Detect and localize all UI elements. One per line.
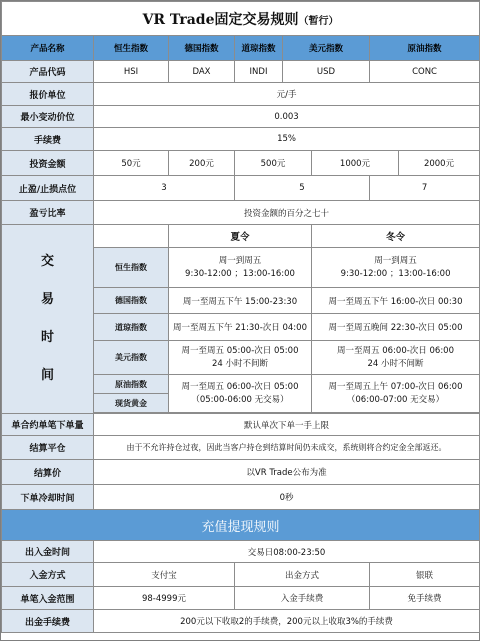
invest-label: 投资金额 [2, 151, 94, 176]
stop-value: 3 [94, 176, 235, 201]
single-limit-label: 单合约单笔下单量 [2, 414, 94, 436]
trading-product: 道琼指数 [94, 314, 169, 341]
deposit-fee-label: 入金手续费 [235, 587, 370, 610]
min-tick-value: 0.003 [94, 106, 480, 128]
product-dax: 德国指数 [169, 36, 235, 61]
trading-product: 德国指数 [94, 288, 169, 314]
pnl-label: 盈亏比率 [2, 201, 94, 225]
trading-product: 现货黄金 [94, 394, 169, 413]
product-usd: 美元指数 [283, 36, 370, 61]
cooldown-label: 下单冷却时间 [2, 485, 94, 510]
quote-unit-value: 元/手 [94, 83, 480, 106]
winter-hours: 周一至周五下午 16:00-次日 00:30 [312, 288, 480, 314]
withdraw-fee-value: 200元以下收取2的手续费，200元以上收取3%的手续费 [94, 610, 480, 633]
trading-product: 美元指数 [94, 341, 169, 375]
withdraw-method-label: 出金方式 [235, 563, 370, 587]
code-hsi: HSI [94, 61, 169, 83]
rules-table [1, 1, 480, 633]
trading-time-char: 时 [40, 330, 54, 345]
code-conc: CONC [370, 61, 480, 83]
winter-hours: 周一至周五 06:00-次日 06:00 24 小时不间断 [312, 341, 480, 375]
winter-hours: 周一到周五 9:30-12:00 ；13:00-16:00 [312, 248, 480, 288]
title-main: VR Trade固定交易规则 [142, 11, 299, 28]
deposit-range-value: 98-4999元 [94, 587, 235, 610]
quote-unit-label: 报价单位 [2, 83, 94, 106]
summer-hours: 周一至周五 06:00-次日 05:00 （05:00-06:00 无交易） [169, 375, 312, 413]
page-title [2, 2, 480, 36]
trading-time-char: 易 [40, 292, 54, 307]
summer-hours: 周一到周五 9:30-12:00 ；13:00-16:00 [169, 248, 312, 288]
product-code-label: 产品代码 [2, 61, 94, 83]
invest-amount: 50元 [94, 151, 169, 176]
product-name-label: 产品名称 [2, 36, 94, 61]
stop-label: 止盈/止损点位 [2, 176, 94, 201]
summer-hours: 周一至周五下午 21:30-次日 04:00 [169, 314, 312, 341]
winter-header: 冬令 [312, 225, 480, 248]
settle-price-value: 以VR Trade公布为准 [94, 460, 480, 485]
code-dax: DAX [169, 61, 235, 83]
invest-amount: 1000元 [312, 151, 399, 176]
deposit-method: 支付宝 [94, 563, 235, 587]
deposit-fee-value: 免手续费 [370, 587, 480, 610]
deposit-method-label: 入金方式 [2, 563, 94, 587]
code-indi: INDI [235, 61, 283, 83]
winter-hours: 周一至周五上午 07:00-次日 06:00 （06:00-07:00 无交易） [312, 375, 480, 413]
title-note: （暂行） [298, 15, 339, 27]
summer-header: 夏令 [169, 225, 312, 248]
invest-amount: 500元 [235, 151, 312, 176]
settle-price-label: 结算价 [2, 460, 94, 485]
single-limit-value: 默认单次下单一手上限 [94, 414, 480, 436]
cooldown-value: 0秒 [94, 485, 480, 510]
deposit-method: 银联 [370, 563, 480, 587]
product-hsi: 恒生指数 [94, 36, 169, 61]
fee-label: 手续费 [2, 128, 94, 151]
stop-value: 7 [370, 176, 480, 201]
section-title: 充值提现规则 [2, 510, 480, 541]
invest-amount: 200元 [169, 151, 235, 176]
stop-value: 5 [235, 176, 370, 201]
withdraw-fee-label: 出金手续费 [2, 610, 94, 633]
fee-value: 15% [94, 128, 480, 151]
settle-close-label: 结算平仓 [2, 436, 94, 460]
product-conc: 原油指数 [370, 36, 480, 61]
trading-time-label [2, 225, 94, 414]
invest-amount: 2000元 [399, 151, 480, 176]
deposit-range-label: 单笔入金范围 [2, 587, 94, 610]
season-corner [94, 225, 169, 248]
deposit-time-value: 交易日08:00-23:50 [94, 541, 480, 563]
min-tick-label: 最小变动价位 [2, 106, 94, 128]
deposit-time-label: 出入金时间 [2, 541, 94, 563]
summer-hours: 周一至周五 05:00-次日 05:00 24 小时不间断 [169, 341, 312, 375]
trading-time-char: 间 [40, 368, 54, 383]
pnl-value: 投资金额的百分之七十 [94, 201, 480, 225]
settle-close-value: 由于不允许持仓过夜，因此当客户持仓到结算时间仍未成交，系统则将合约定金全部返还。 [94, 436, 480, 460]
summer-hours: 周一至周五下午 15:00-23:30 [169, 288, 312, 314]
code-usd: USD [283, 61, 370, 83]
product-indi: 道琼指数 [235, 36, 283, 61]
trading-product: 原油指数 [94, 375, 169, 394]
winter-hours: 周一至周五晚间 22:30-次日 05:00 [312, 314, 480, 341]
trading-time-char: 交 [40, 254, 54, 269]
trading-product: 恒生指数 [94, 248, 169, 288]
